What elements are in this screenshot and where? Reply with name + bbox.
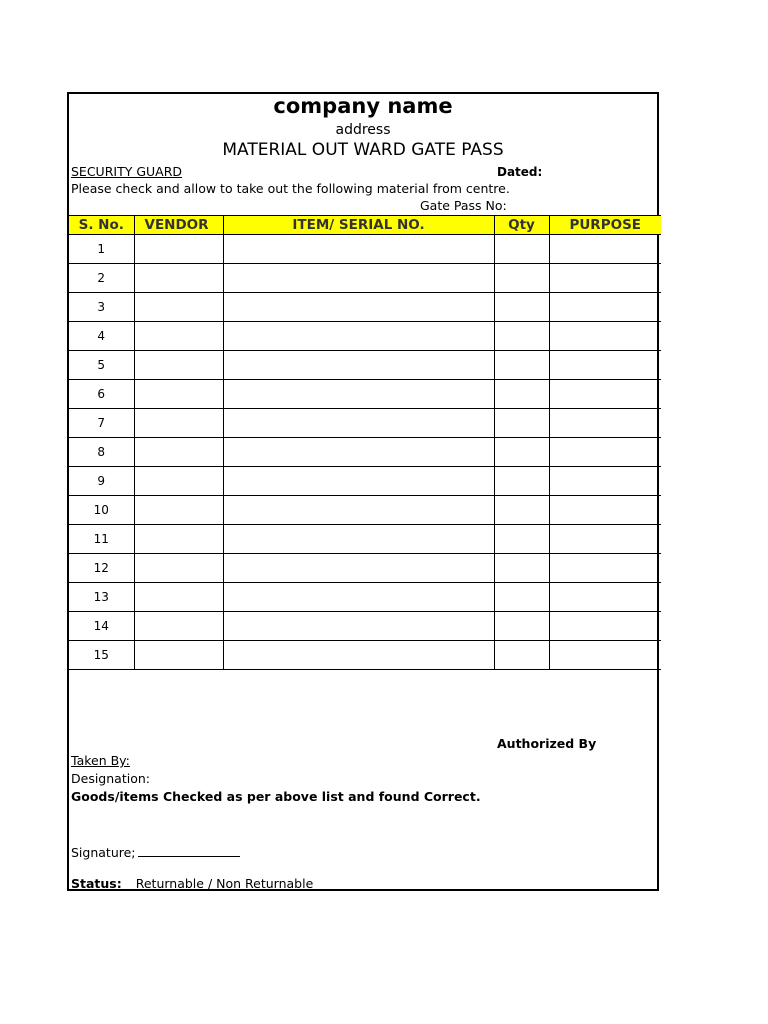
table-row <box>69 351 661 380</box>
cell-sno: 7 <box>69 409 134 438</box>
cell-vendor[interactable] <box>134 409 223 438</box>
cell-purpose[interactable] <box>549 554 661 583</box>
cell-item-serial[interactable] <box>223 235 494 264</box>
status-value: Returnable / Non Returnable <box>135 876 314 891</box>
cell-qty[interactable] <box>494 554 549 583</box>
table-row <box>69 525 661 554</box>
cell-qty[interactable] <box>494 409 549 438</box>
signature-label: Signature; <box>71 845 136 860</box>
cell-vendor[interactable] <box>134 612 223 641</box>
authorized-by-label: Authorized By <box>497 736 597 751</box>
cell-item-serial[interactable] <box>223 583 494 612</box>
signature-field <box>71 844 240 860</box>
table-body <box>69 235 661 670</box>
cell-vendor[interactable] <box>134 293 223 322</box>
cell-sno: 5 <box>69 351 134 380</box>
cell-item-serial[interactable] <box>223 554 494 583</box>
cell-sno: 9 <box>69 467 134 496</box>
table-row <box>69 554 661 583</box>
cell-vendor[interactable] <box>134 554 223 583</box>
cell-item-serial[interactable] <box>223 264 494 293</box>
table-row <box>69 612 661 641</box>
table-row <box>69 322 661 351</box>
form-title: MATERIAL OUT WARD GATE PASS <box>222 140 504 160</box>
cell-sno: 11 <box>69 525 134 554</box>
cell-sno: 1 <box>69 235 134 264</box>
cell-vendor[interactable] <box>134 525 223 554</box>
designation-label: Designation: <box>71 771 150 786</box>
cell-item-serial[interactable] <box>223 293 494 322</box>
table-row <box>69 409 661 438</box>
security-guard-label: SECURITY GUARD <box>71 164 183 179</box>
cell-item-serial[interactable] <box>223 380 494 409</box>
header-sno: S. No. <box>69 216 134 235</box>
table-row <box>69 438 661 467</box>
goods-checked-statement: Goods/items Checked as per above list and found Correct. <box>71 789 481 804</box>
cell-sno: 2 <box>69 264 134 293</box>
cell-purpose[interactable] <box>549 525 661 554</box>
cell-item-serial[interactable] <box>223 351 494 380</box>
table-row <box>69 293 661 322</box>
table-row <box>69 467 661 496</box>
cell-item-serial[interactable] <box>223 525 494 554</box>
cell-vendor[interactable] <box>134 264 223 293</box>
cell-purpose[interactable] <box>549 293 661 322</box>
table-header-row <box>69 216 661 235</box>
cell-purpose[interactable] <box>549 612 661 641</box>
cell-purpose[interactable] <box>549 583 661 612</box>
cell-qty[interactable] <box>494 438 549 467</box>
header-purpose: PURPOSE <box>549 216 661 235</box>
instruction-text: Please check and allow to take out the following material from centre. <box>71 181 510 196</box>
cell-sno: 13 <box>69 583 134 612</box>
cell-qty[interactable] <box>494 293 549 322</box>
cell-vendor[interactable] <box>134 583 223 612</box>
cell-vendor[interactable] <box>134 351 223 380</box>
gate-pass-number-label: Gate Pass No: <box>420 198 507 213</box>
cell-vendor[interactable] <box>134 641 223 670</box>
cell-purpose[interactable] <box>549 264 661 293</box>
table-row <box>69 235 661 264</box>
cell-purpose[interactable] <box>549 322 661 351</box>
cell-qty[interactable] <box>494 235 549 264</box>
cell-purpose[interactable] <box>549 409 661 438</box>
table-row <box>69 380 661 409</box>
cell-vendor[interactable] <box>134 496 223 525</box>
cell-qty[interactable] <box>494 322 549 351</box>
cell-purpose[interactable] <box>549 235 661 264</box>
signature-line <box>138 844 240 857</box>
header-item-serial: ITEM/ SERIAL NO. <box>223 216 494 235</box>
cell-item-serial[interactable] <box>223 612 494 641</box>
cell-item-serial[interactable] <box>223 641 494 670</box>
cell-purpose[interactable] <box>549 380 661 409</box>
cell-sno: 4 <box>69 322 134 351</box>
cell-vendor[interactable] <box>134 322 223 351</box>
cell-item-serial[interactable] <box>223 409 494 438</box>
cell-vendor[interactable] <box>134 467 223 496</box>
status-field <box>71 876 313 891</box>
cell-vendor[interactable] <box>134 235 223 264</box>
gate-pass-form <box>67 92 659 891</box>
cell-purpose[interactable] <box>549 496 661 525</box>
cell-qty[interactable] <box>494 380 549 409</box>
cell-purpose[interactable] <box>549 351 661 380</box>
table-row <box>69 641 661 670</box>
table-row <box>69 496 661 525</box>
company-address: address <box>335 122 391 138</box>
cell-sno: 6 <box>69 380 134 409</box>
cell-vendor[interactable] <box>134 380 223 409</box>
cell-sno: 3 <box>69 293 134 322</box>
cell-sno: 10 <box>69 496 134 525</box>
cell-purpose[interactable] <box>549 467 661 496</box>
cell-qty[interactable] <box>494 264 549 293</box>
company-name: company name <box>273 94 453 118</box>
cell-purpose[interactable] <box>549 438 661 467</box>
cell-qty[interactable] <box>494 583 549 612</box>
cell-sno: 14 <box>69 612 134 641</box>
taken-by-label: Taken By: <box>71 753 130 768</box>
header-vendor: VENDOR <box>134 216 223 235</box>
cell-sno: 8 <box>69 438 134 467</box>
dated-label: Dated: <box>497 165 543 179</box>
table-row <box>69 583 661 612</box>
cell-qty[interactable] <box>494 525 549 554</box>
cell-vendor[interactable] <box>134 438 223 467</box>
cell-qty[interactable] <box>494 351 549 380</box>
cell-qty[interactable] <box>494 641 549 670</box>
table-row <box>69 264 661 293</box>
items-table <box>69 215 661 670</box>
cell-sno: 15 <box>69 641 134 670</box>
cell-qty[interactable] <box>494 496 549 525</box>
cell-item-serial[interactable] <box>223 438 494 467</box>
cell-purpose[interactable] <box>549 641 661 670</box>
status-label: Status: <box>71 876 122 891</box>
cell-item-serial[interactable] <box>223 467 494 496</box>
cell-sno: 12 <box>69 554 134 583</box>
cell-item-serial[interactable] <box>223 496 494 525</box>
header-qty: Qty <box>494 216 549 235</box>
cell-qty[interactable] <box>494 612 549 641</box>
cell-item-serial[interactable] <box>223 322 494 351</box>
cell-qty[interactable] <box>494 467 549 496</box>
